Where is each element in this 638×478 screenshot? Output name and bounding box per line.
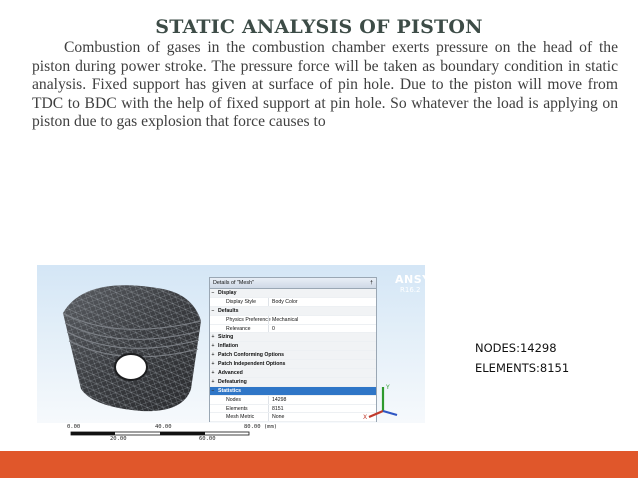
- elements-note: ELEMENTS:8151: [475, 361, 570, 375]
- pin-hole: [115, 354, 147, 380]
- expand-icon[interactable]: +: [211, 369, 215, 376]
- expand-icon[interactable]: +: [211, 352, 215, 359]
- details-category-row[interactable]: [210, 360, 376, 369]
- details-row-key: Nodes: [226, 396, 241, 403]
- details-row-key: Inflation: [218, 343, 239, 350]
- details-row-key: Defaults: [218, 307, 239, 314]
- details-row-key: Elements: [226, 405, 248, 412]
- details-row-value[interactable]: Body Color: [268, 298, 298, 306]
- details-row-value[interactable]: 0: [268, 325, 275, 333]
- details-row-key: Display Style: [226, 298, 256, 305]
- details-property-row[interactable]: [210, 325, 376, 334]
- details-category-row[interactable]: [210, 333, 376, 342]
- piston-body: [63, 285, 201, 411]
- collapse-icon[interactable]: −: [211, 387, 215, 394]
- details-category-row[interactable]: [210, 342, 376, 351]
- details-property-row[interactable]: [210, 396, 376, 405]
- expand-icon[interactable]: +: [211, 361, 215, 368]
- axis-z-line: [383, 411, 397, 415]
- details-row-key: Physics Preference: [226, 316, 271, 323]
- details-category-row[interactable]: [210, 289, 376, 298]
- piston-mesh-model: [45, 271, 213, 419]
- axis-x-line: [369, 411, 383, 417]
- details-panel-header: [210, 278, 376, 289]
- details-property-row[interactable]: [210, 316, 376, 325]
- details-panel[interactable]: [209, 277, 377, 422]
- scale-bar-graphic: [37, 423, 425, 445]
- details-row-value[interactable]: 8151: [268, 405, 284, 413]
- ansys-release: R16.2: [400, 286, 421, 294]
- scale-label-80: 80.00 (mm): [244, 424, 278, 430]
- details-row-value[interactable]: Mechanical: [268, 316, 298, 324]
- collapse-icon[interactable]: −: [211, 307, 215, 314]
- slide-paragraph: Combustion of gases in the combustion chamber exerts pressure on the head of the piston during power stroke. The pressure force will be taken as boundary condition in static analysis. Fixed support has given at surface of pin hole. Due to the piston will move from TDC to BDC with the help of fixed support at pin hole. So whatever the load is applying on piston due to gas explosion that force causes to: [32, 39, 618, 130]
- details-row-key: Sizing: [218, 334, 234, 341]
- scale-label-40: 40.00: [155, 424, 172, 430]
- details-row-value[interactable]: 14298: [268, 396, 286, 404]
- details-category-row[interactable]: [210, 351, 376, 360]
- details-panel-title: Details of "Mesh": [213, 280, 254, 286]
- footer-bar: [0, 451, 638, 478]
- scale-label-60: 60.00: [199, 436, 216, 442]
- details-category-row[interactable]: [210, 387, 376, 396]
- details-row-key: Patch Independent Options: [218, 361, 286, 368]
- axis-x-label: X: [363, 414, 368, 421]
- details-rows: [210, 289, 376, 422]
- details-row-key: Mesh Metric: [226, 414, 255, 421]
- ansys-logo: ANSYS: [395, 273, 440, 286]
- slide-title: STATIC ANALYSIS OF PISTON: [155, 16, 483, 38]
- details-category-row[interactable]: [210, 378, 376, 387]
- scale-label-20: 20.00: [110, 436, 127, 442]
- expand-icon[interactable]: +: [211, 343, 215, 350]
- details-row-key: Defeaturing: [218, 378, 247, 385]
- details-category-row[interactable]: [210, 369, 376, 378]
- ansys-screenshot: [37, 265, 440, 445]
- nodes-note: NODES:14298: [475, 341, 557, 355]
- details-property-row[interactable]: [210, 298, 376, 307]
- axis-triad: [363, 381, 403, 421]
- details-row-key: Advanced: [218, 369, 243, 376]
- expand-icon[interactable]: +: [211, 378, 215, 385]
- collapse-icon[interactable]: −: [211, 289, 215, 296]
- axis-y-label: Y: [386, 384, 390, 391]
- pin-icon[interactable]: †: [370, 280, 373, 286]
- details-row-key: Display: [218, 289, 237, 296]
- details-category-row[interactable]: [210, 307, 376, 316]
- scale-label-0: 0.00: [67, 424, 81, 430]
- details-row-key: Statistics: [218, 387, 242, 394]
- expand-icon[interactable]: +: [211, 334, 215, 341]
- details-row-value[interactable]: None: [268, 413, 284, 421]
- details-property-row[interactable]: [210, 413, 376, 422]
- details-row-key: Relevance: [226, 325, 251, 332]
- scale-bar: [37, 423, 425, 445]
- details-property-row[interactable]: [210, 405, 376, 414]
- details-row-key: Patch Conforming Options: [218, 352, 284, 359]
